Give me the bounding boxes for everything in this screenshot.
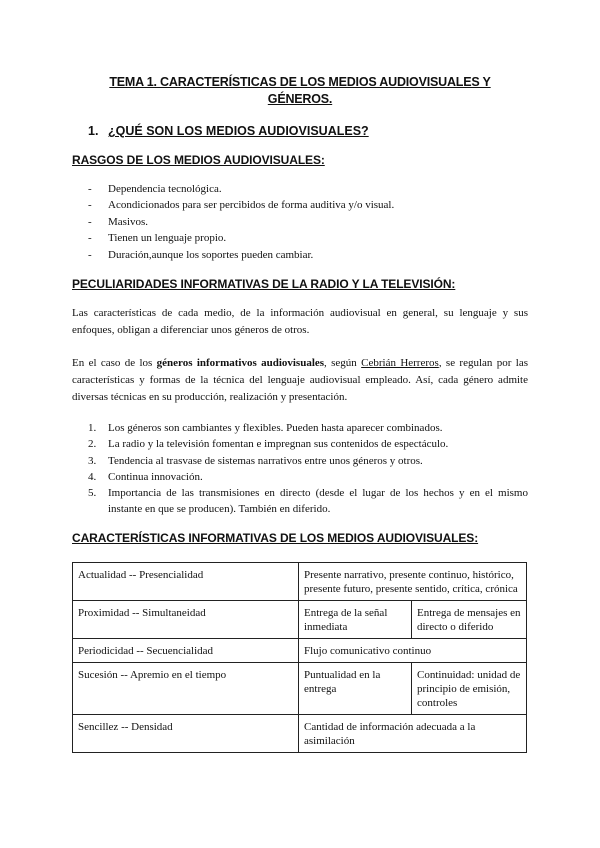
peculiaridades-paragraph-1: Las características de cada medio, de la información audiovisual en general, su lenguaje y sus enfoques, obligan a diferenciar unos géneros de otros.: [72, 307, 528, 336]
table-cell-value: Cantidad de información adecuada a la asimilación: [299, 715, 527, 753]
table-cell-value: Continuidad: unidad de principio de emisión, controles: [412, 663, 527, 715]
rasgos-heading: RASGOS DE LOS MEDIOS AUDIOVISUALES:: [72, 153, 325, 167]
list-number: 4.: [88, 470, 97, 483]
list-item-text: Tendencia al trasvase de sistemas narrativos entre unos géneros y otros.: [108, 454, 423, 467]
table-cell-label: Periodicidad -- Secuencialidad: [73, 639, 299, 663]
table-cell-value: Flujo comunicativo continuo: [299, 639, 527, 663]
section-1-title: ¿QUÉ SON LOS MEDIOS AUDIOVISUALES?: [108, 124, 369, 138]
table-cell-label: Actualidad -- Presencialidad: [73, 563, 299, 601]
table-cell-label: Proximidad -- Simultaneidad: [73, 601, 299, 639]
table-cell-value: Presente narrativo, presente continuo, histórico, presente futuro, presente sentido, crítica, crónica: [299, 563, 527, 601]
table-cell-value: Entrega de la señal inmediata: [299, 601, 412, 639]
table-row: [73, 601, 527, 639]
list-item-text: Los géneros son cambiantes y flexibles. Pueden hasta aparecer combinados.: [108, 422, 443, 434]
list-item-text: Continua innovación.: [108, 470, 203, 483]
peculiaridades-paragraph-2: [72, 355, 528, 406]
title-line-2: GÉNEROS.: [267, 92, 333, 106]
list-number: 5.: [88, 487, 97, 500]
peculiaridades-heading: PECULIARIDADES INFORMATIVAS DE LA RADIO Y LA TELEVISIÓN:: [72, 277, 456, 291]
list-item-text: Importancia de las transmisiones en directo (desde el lugar de los hechos y en el mismo instante en que se producen). También en diferido.: [108, 487, 528, 516]
list-item-text: La radio y la televisión fomentan e impregnan sus contenidos de espectáculo.: [108, 438, 449, 451]
list-item: [88, 181, 394, 197]
para2-text-b: , según: [324, 357, 362, 369]
peculiaridades-numbered-list: [88, 420, 528, 518]
list-item: [88, 197, 394, 213]
list-number: 3.: [88, 454, 97, 467]
list-bullet: -: [88, 232, 92, 245]
table-row: [73, 715, 527, 753]
list-bullet: -: [88, 215, 92, 228]
list-bullet: -: [88, 183, 92, 195]
table-cell-label: Sencillez -- Densidad: [73, 715, 299, 753]
list-number: 2.: [88, 438, 97, 451]
para2-text-a: En el caso de los: [72, 357, 157, 369]
list-bullet: -: [88, 248, 92, 261]
list-item-text: Masivos.: [108, 215, 149, 228]
list-item: [88, 485, 528, 518]
list-item: [88, 420, 528, 436]
table-cell-label: Sucesión -- Apremio en el tiempo: [73, 663, 299, 715]
list-item: [88, 436, 528, 452]
table-cell-value: Puntualidad en la entrega: [299, 663, 412, 715]
table-row: [73, 563, 527, 601]
list-item: [88, 214, 394, 230]
list-item: [88, 453, 528, 469]
section-1-number: 1.: [88, 124, 99, 138]
list-bullet: -: [88, 199, 92, 212]
rasgos-list: [88, 181, 394, 263]
section-1-heading: [88, 124, 369, 138]
list-item: [88, 230, 394, 246]
list-item-text: Duración,aunque los soportes pueden cambiar.: [108, 248, 314, 261]
caracteristicas-heading: CARACTERÍSTICAS INFORMATIVAS DE LOS MEDIOS AUDIOVISUALES:: [72, 531, 479, 545]
list-item: [88, 247, 394, 263]
caracteristicas-table: [72, 562, 527, 753]
document-title: [80, 74, 520, 108]
table-row: [73, 663, 527, 715]
para2-author: Cebrián Herreros: [361, 357, 439, 369]
list-item-text: Dependencia tecnológica.: [108, 183, 222, 195]
list-item-text: Tienen un lenguaje propio.: [108, 232, 227, 245]
para2-text-c: , se regulan por las características y formas de la técnica del lenguaje audiovisual empleado. Así, cada género admite diversas técnicas en su producción, realización y presentación.: [72, 357, 528, 403]
para2-bold-term: géneros informativos audiovisuales: [156, 357, 325, 369]
list-number: 1.: [88, 422, 97, 434]
list-item-text: Acondicionados para ser percibidos de forma auditiva y/o visual.: [108, 199, 395, 212]
table-row: [73, 639, 527, 663]
title-line-1: TEMA 1. CARACTERÍSTICAS DE LOS MEDIOS AUDIOVISUALES Y: [109, 75, 491, 89]
list-item: [88, 469, 528, 485]
table-cell-value: Entrega de mensajes en directo o diferido: [412, 601, 527, 639]
